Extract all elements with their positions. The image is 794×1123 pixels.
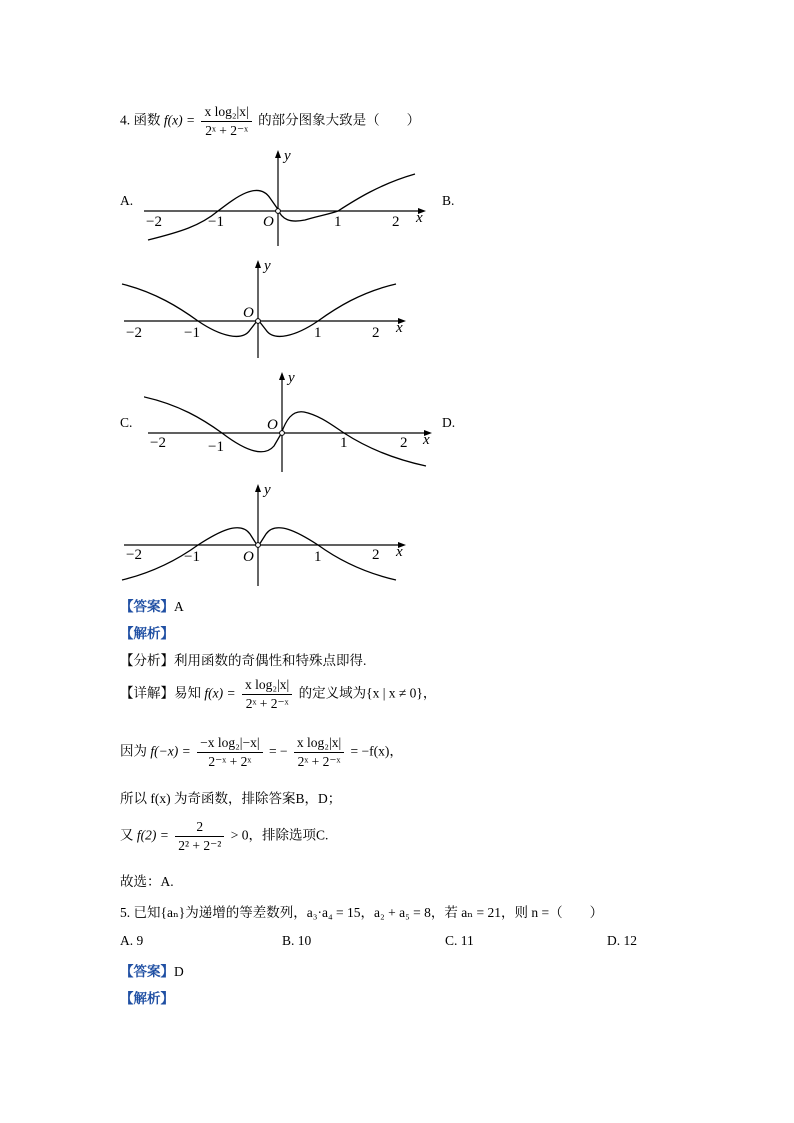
fraction-numerator: x log₂|x| bbox=[201, 104, 251, 122]
function-lhs: f(x) = bbox=[163, 112, 196, 128]
detail-text: 的定义域为{x | x ≠ 0}， bbox=[298, 685, 437, 701]
option-b-label: B. bbox=[442, 193, 455, 208]
tick-label: −1 bbox=[208, 439, 224, 455]
tick-label: −2 bbox=[126, 547, 142, 563]
origin-hole bbox=[280, 431, 285, 436]
fraction-numerator: −x log₂|−x| bbox=[197, 735, 262, 753]
x-axis-label: x bbox=[396, 320, 403, 336]
detail-line-5: 故选：A. bbox=[120, 874, 174, 889]
detail-text: 因为 bbox=[120, 743, 147, 759]
fraction-numerator: 2 bbox=[175, 819, 224, 837]
fraction-denominator: 2ˣ + 2⁻ˣ bbox=[205, 123, 248, 138]
answer-value: A bbox=[174, 599, 184, 614]
detail-text: > 0，排除选项C. bbox=[230, 827, 329, 843]
detail-fraction bbox=[294, 735, 344, 770]
x-axis-label: x bbox=[423, 432, 430, 448]
detail-lhs: f(2) = bbox=[136, 827, 169, 843]
graph-c bbox=[144, 370, 436, 474]
detail-fraction bbox=[175, 819, 224, 854]
q5-option-d: D. 12 bbox=[607, 933, 637, 948]
answer-value: D bbox=[174, 964, 184, 979]
origin-label: O bbox=[243, 305, 254, 321]
fraction-numerator: x log₂|x| bbox=[294, 735, 344, 753]
tick-label: 2 bbox=[372, 325, 380, 341]
y-axis-label: y bbox=[288, 370, 295, 386]
answer-tag: 【答案】 bbox=[120, 964, 174, 979]
detail-lhs: f(x) = bbox=[204, 685, 236, 701]
y-axis-arrow bbox=[255, 484, 261, 492]
detail-text: = −f(x)， bbox=[350, 743, 403, 759]
origin-hole bbox=[256, 319, 261, 324]
tick-label: −2 bbox=[150, 435, 166, 451]
function-fraction bbox=[201, 104, 251, 139]
tick-label: 2 bbox=[392, 214, 400, 230]
q4-answer bbox=[120, 595, 184, 615]
fraction-numerator: x log₂|x| bbox=[242, 677, 292, 695]
tick-label: −1 bbox=[184, 325, 200, 341]
y-axis-label: y bbox=[284, 148, 291, 164]
option-d-label: D. bbox=[442, 415, 456, 430]
q5-answer bbox=[120, 960, 184, 980]
tick-label: −2 bbox=[126, 325, 142, 341]
y-axis-label: y bbox=[264, 482, 271, 498]
detail-tag: 【详解】 bbox=[120, 685, 174, 701]
tick-label: −2 bbox=[146, 214, 162, 230]
stem-tail: 的部分图象大致是（ ） bbox=[258, 112, 421, 128]
fraction-denominator: 2² + 2⁻² bbox=[178, 838, 222, 853]
detail-line-4 bbox=[120, 819, 328, 854]
q5-stem: 5. 已知{aₙ}为递增的等差数列，a₃·a₄ = 15，a₂ + a₅ = 8，若 aₙ = 21，则 n =（ ） bbox=[120, 905, 604, 920]
y-axis-label: y bbox=[264, 258, 271, 274]
origin-label: O bbox=[263, 214, 274, 230]
y-axis-arrow bbox=[275, 150, 281, 158]
graph-d bbox=[120, 482, 410, 588]
fraction-denominator: 2⁻ˣ + 2ˣ bbox=[208, 754, 252, 769]
fenxi-tag: 【分析】 bbox=[120, 653, 174, 668]
option-c-label: C. bbox=[120, 415, 133, 430]
x-axis-label: x bbox=[396, 544, 403, 560]
graph-a bbox=[140, 148, 430, 248]
origin-hole bbox=[276, 209, 281, 214]
y-axis-arrow bbox=[255, 260, 261, 268]
tick-label: 1 bbox=[334, 214, 342, 230]
tick-label: 1 bbox=[314, 325, 322, 341]
q5-option-b: B. 10 bbox=[282, 933, 312, 948]
stem-lead: 函数 bbox=[133, 112, 161, 128]
fraction-denominator: 2ˣ + 2⁻ˣ bbox=[245, 696, 289, 711]
tick-label: 2 bbox=[400, 435, 408, 451]
question-number: 4. bbox=[120, 112, 131, 128]
q4-fenxi bbox=[120, 649, 366, 669]
detail-text: 又 bbox=[120, 827, 134, 843]
fenxi-text: 利用函数的奇偶性和特殊点即得. bbox=[174, 653, 367, 668]
detail-line-1 bbox=[120, 677, 436, 712]
origin-label: O bbox=[243, 549, 254, 565]
origin-label: O bbox=[267, 417, 278, 433]
y-axis-arrow bbox=[279, 372, 285, 380]
detail-text: 易知 bbox=[174, 685, 201, 701]
detail-text: = − bbox=[268, 743, 288, 759]
detail-fraction bbox=[197, 735, 262, 770]
x-axis-label: x bbox=[416, 210, 423, 226]
option-a-label: A. bbox=[120, 193, 134, 208]
detail-lhs: f(−x) = bbox=[150, 743, 191, 759]
tick-label: 2 bbox=[372, 547, 380, 563]
tick-label: 1 bbox=[340, 435, 348, 451]
q5-option-a: A. 9 bbox=[120, 933, 144, 948]
detail-fraction bbox=[242, 677, 292, 712]
curve bbox=[148, 174, 415, 240]
q4-analysis-tag: 【解析】 bbox=[120, 626, 174, 641]
graph-b bbox=[120, 258, 410, 362]
q5-analysis-tag: 【解析】 bbox=[120, 991, 174, 1006]
origin-hole bbox=[256, 543, 261, 548]
tick-label: 1 bbox=[314, 549, 322, 565]
fraction-denominator: 2ˣ + 2⁻ˣ bbox=[297, 754, 341, 769]
detail-line-2 bbox=[120, 735, 403, 770]
q5-option-c: C. 11 bbox=[445, 933, 474, 948]
curve bbox=[144, 396, 426, 466]
tick-label: −1 bbox=[184, 549, 200, 565]
detail-line-3: 所以 f(x) 为奇函数，排除答案B，D； bbox=[120, 791, 342, 806]
tick-label: −1 bbox=[208, 214, 224, 230]
answer-tag: 【答案】 bbox=[120, 599, 174, 614]
q4-stem bbox=[120, 104, 420, 139]
